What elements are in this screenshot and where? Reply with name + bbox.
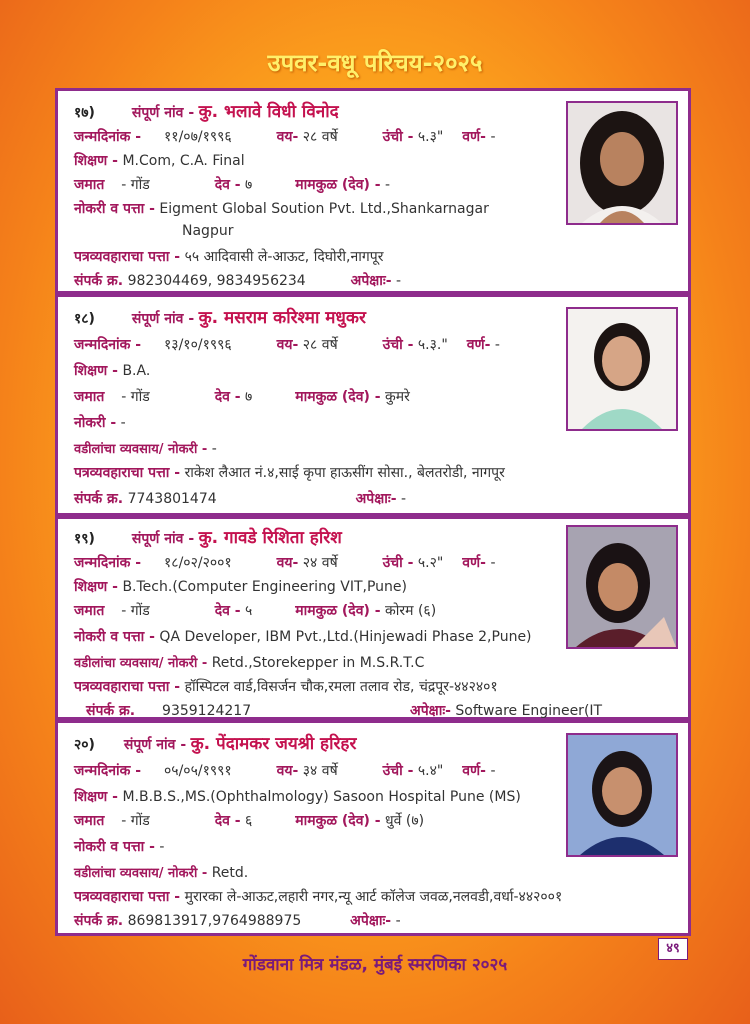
father-job-value: - <box>211 441 217 457</box>
education-label: शिक्षण - <box>74 363 118 379</box>
caste-label: जमात <box>74 389 105 405</box>
job-value: - <box>120 415 126 431</box>
contact-value: 869813917,9764988975 <box>127 913 302 929</box>
profile-photo <box>566 101 678 225</box>
age-value: २४ वर्षे <box>302 555 338 571</box>
education-value: M.Com, C.A. Final <box>122 153 245 169</box>
dev-label: देव - <box>214 603 241 619</box>
job-address-value: Eigment Global Soution Pvt. Ltd.,Shankarnagar <box>159 201 489 217</box>
age-value: २८ वर्षे <box>302 337 338 353</box>
dob-value: ०५/०५/१९९१ <box>164 763 232 779</box>
dob-label: जन्मदिनांक - <box>74 763 142 779</box>
profile-photo <box>566 525 678 649</box>
expectation-value: - <box>396 273 402 289</box>
education-value: M.B.B.S.,MS.(Ophthalmology) Sasoon Hospital Pune (MS) <box>122 789 521 805</box>
page-title: उपवर-वधू परिचय-२०२५ <box>267 49 483 77</box>
father-job-value: Retd. <box>211 865 249 881</box>
person-photo-icon <box>568 527 676 647</box>
profile-card-20 <box>55 720 691 936</box>
expectation-label: अपेक्षाः- <box>355 491 397 507</box>
height-value: ५.३." <box>417 337 448 353</box>
height-value: ५.२" <box>417 555 444 571</box>
job-address-value-line2: Nagpur <box>182 223 234 239</box>
mamkul-value: कोरम (६) <box>385 603 437 619</box>
person-photo-icon <box>568 103 676 223</box>
dob-label: जन्मदिनांक - <box>74 129 142 145</box>
age-value: २८ वर्षे <box>302 129 338 145</box>
page-number: ४९ <box>658 938 688 960</box>
profile-photo <box>566 307 678 431</box>
caste-value: - गोंड <box>121 177 150 193</box>
job-address-value: QA Developer, IBM Pvt.,Ltd.(Hinjewadi Phase 2,Pune) <box>159 629 532 645</box>
full-name-value: कु. गावडे रिशिता हरिश <box>198 528 342 548</box>
mamkul-value: - <box>385 177 391 193</box>
complexion-value: - <box>490 129 496 145</box>
dev-value: ७ <box>245 389 253 405</box>
postal-address-value: हॉस्पिटल वार्ड,विसर्जन चौक,रमला तलाव रोड, चंद्रपूर-४४२४०१ <box>184 679 498 695</box>
height-label: उंची - <box>382 555 414 571</box>
caste-label: जमात <box>74 603 105 619</box>
dev-label: देव - <box>214 389 241 405</box>
contact-label: संपर्क क्र. <box>86 703 136 719</box>
expectation-value: Software Engineer(IT <box>455 703 603 719</box>
complexion-label: वर्ण- <box>466 337 491 353</box>
dob-label: जन्मदिनांक - <box>74 337 142 353</box>
dob-value: १८/०२/२००१ <box>164 555 232 571</box>
job-address-label: नोकरी व पत्ता - <box>74 629 155 645</box>
dev-value: ६ <box>245 813 253 829</box>
education-value: B.A. <box>122 363 151 379</box>
father-job-value: Retd.,Storekepper in M.S.R.T.C <box>211 655 425 671</box>
expectation-value: - <box>400 491 407 507</box>
expectation-label: अपेक्षाः- <box>350 913 392 929</box>
contact-label: संपर्क क्र. <box>74 273 124 289</box>
dob-value: ११/०७/१९९६ <box>164 129 232 145</box>
postal-address-label: पत्रव्यवहाराचा पत्ता - <box>74 465 181 481</box>
caste-label: जमात <box>74 813 105 829</box>
father-job-label: वडीलांचा व्यवसाय/ नोकरी - <box>74 866 208 881</box>
education-label: शिक्षण - <box>74 579 118 595</box>
profile-photo <box>566 733 678 857</box>
mamkul-label: मामकुळ (देव) - <box>295 389 381 405</box>
job-address-label: नोकरी व पत्ता - <box>74 201 155 217</box>
mamkul-label: मामकुळ (देव) - <box>295 603 381 619</box>
footer-text: गोंडवाना मित्र मंडळ, मुंबई स्मरणिका २०२५ <box>242 955 508 975</box>
complexion-label: वर्ण- <box>462 763 486 779</box>
dev-value: ५ <box>245 603 253 619</box>
dob-label: जन्मदिनांक - <box>74 555 142 571</box>
caste-value: - गोंड <box>121 813 150 829</box>
caste-label: जमात <box>74 177 105 193</box>
dev-value: ७ <box>245 177 253 193</box>
profile-card-19 <box>55 516 691 720</box>
education-label: शिक्षण - <box>74 153 118 169</box>
profile-number: १९) <box>74 531 95 547</box>
postal-address-value: ५५ आदिवासी ले-आऊट, दिघोरी,नागपूर <box>184 249 384 265</box>
age-label: वय- <box>276 129 299 145</box>
contact-value: 982304469, 9834956234 <box>127 273 306 289</box>
height-label: उंची - <box>382 763 414 779</box>
job-address-value: - <box>159 839 165 855</box>
caste-value: - गोंड <box>121 389 150 405</box>
education-label: शिक्षण - <box>74 789 118 805</box>
complexion-value: - <box>494 337 500 353</box>
profile-card-17 <box>55 88 691 294</box>
height-value: ५.३" <box>417 129 444 145</box>
complexion-label: वर्ण- <box>462 129 486 145</box>
full-name-value: कु. मसराम करिश्मा मधुकर <box>198 308 366 328</box>
contact-value: 7743801474 <box>127 491 217 507</box>
height-label: उंची - <box>382 129 414 145</box>
person-photo-icon <box>568 735 676 855</box>
contact-label: संपर्क क्र. <box>74 491 124 507</box>
contact-value: 9359124217 <box>162 703 252 719</box>
mamkul-value: कुमरे <box>385 389 410 405</box>
full-name-label: संपूर्ण नांव - <box>131 105 195 121</box>
job-address-label: नोकरी व पत्ता - <box>74 839 155 855</box>
postal-address-value: मुरारका ले-आऊट,लहारी नगर,न्यू आर्ट कॉलेज जवळ,नलवडी,वर्धा-४४२००१ <box>184 889 563 905</box>
contact-label: संपर्क क्र. <box>74 913 124 929</box>
profile-card-18 <box>55 294 691 516</box>
expectation-label: अपेक्षाः- <box>350 273 392 289</box>
expectation-value: - <box>395 913 401 929</box>
postal-address-label: पत्रव्यवहाराचा पत्ता - <box>74 249 181 265</box>
education-value: B.Tech.(Computer Engineering VIT,Pune) <box>122 579 407 595</box>
height-label: उंची - <box>382 337 414 353</box>
dob-value: १३/१०/१९९६ <box>164 337 232 353</box>
complexion-value: - <box>490 763 496 779</box>
height-value: ५.४" <box>417 763 444 779</box>
postal-address-label: पत्रव्यवहाराचा पत्ता - <box>74 889 181 905</box>
profile-number: १७) <box>74 105 95 121</box>
profile-number: १८) <box>74 311 95 327</box>
full-name-value: कु. पेंदामकर जयश्री हरिहर <box>190 734 357 754</box>
person-photo-icon <box>568 309 676 429</box>
mamkul-label: मामकुळ (देव) - <box>295 177 381 193</box>
postal-address-value: राकेश लैआत नं.४,साई कृपा हाऊसींग सोसा., बेलतरोडी, नागपूर <box>184 465 505 481</box>
full-name-label: संपूर्ण नांव - <box>131 311 195 327</box>
full-name-label: संपूर्ण नांव - <box>131 531 195 547</box>
caste-value: - गोंड <box>121 603 150 619</box>
dev-label: देव - <box>214 177 241 193</box>
age-label: वय- <box>276 555 299 571</box>
age-label: वय- <box>276 763 299 779</box>
full-name-value: कु. भलावे विधी विनोद <box>198 102 339 122</box>
mamkul-label: मामकुळ (देव) - <box>295 813 381 829</box>
age-label: वय- <box>276 337 299 353</box>
dev-label: देव - <box>214 813 241 829</box>
complexion-value: - <box>490 555 496 571</box>
mamkul-value: धुर्वे (७) <box>385 813 425 829</box>
expectation-label: अपेक्षाः- <box>410 703 451 719</box>
father-job-label: वडीलांचा व्यवसाय/ नोकरी - <box>74 442 208 457</box>
father-job-label: वडीलांचा व्यवसाय/ नोकरी - <box>74 656 208 671</box>
job-label: नोकरी - <box>74 415 117 431</box>
age-value: ३४ वर्षे <box>302 763 338 779</box>
full-name-label: संपूर्ण नांव - <box>123 737 187 753</box>
profile-number: २०) <box>74 737 95 753</box>
complexion-label: वर्ण- <box>462 555 486 571</box>
postal-address-label: पत्रव्यवहाराचा पत्ता - <box>74 679 181 695</box>
